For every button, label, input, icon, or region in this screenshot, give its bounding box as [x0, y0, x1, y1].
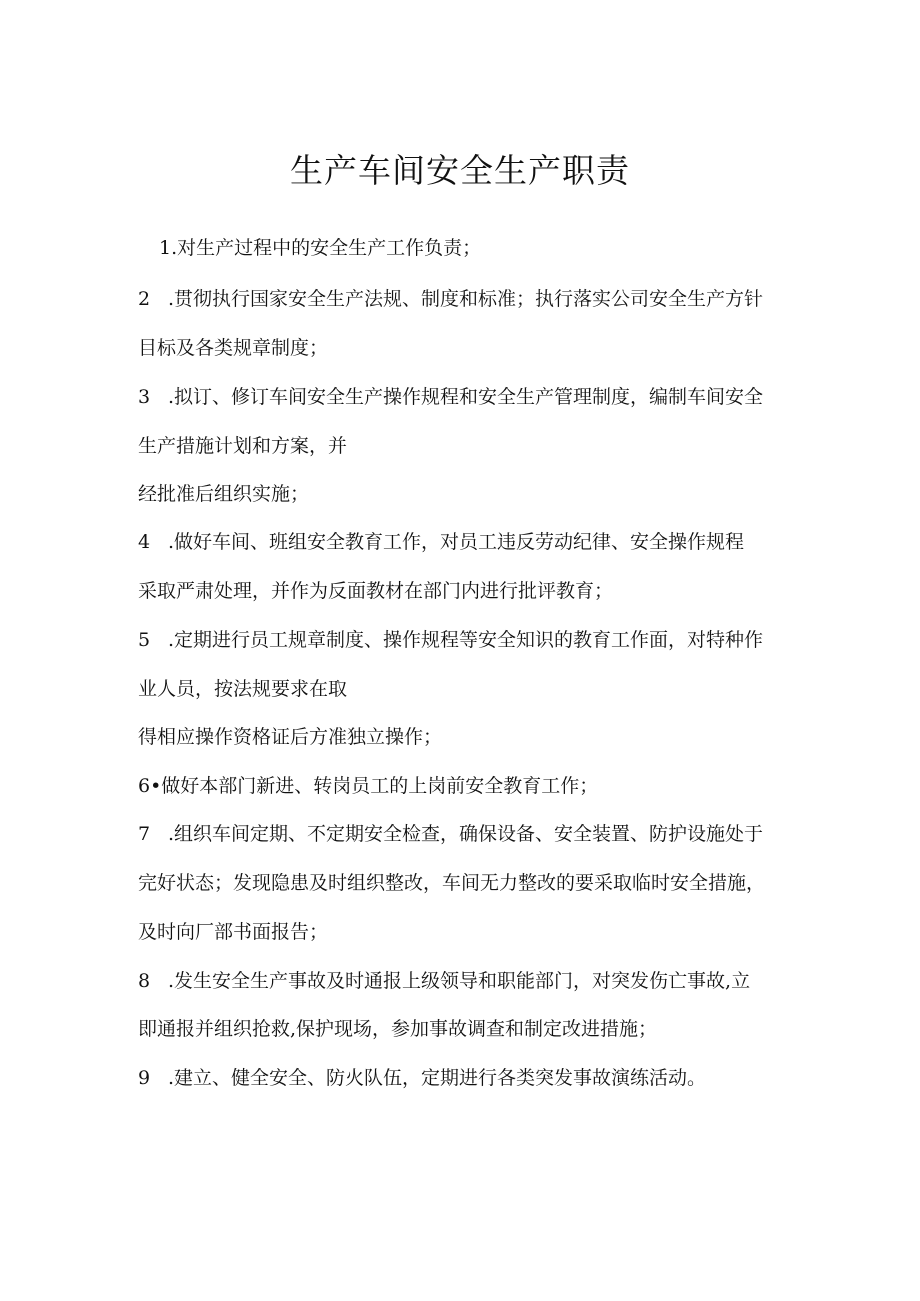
- item-text: .贯彻执行国家安全生产法规、制度和标准；执行落实公司安全生产方针: [168, 288, 764, 310]
- item-number: 5: [138, 629, 151, 651]
- item-3-line-2: [138, 432, 347, 460]
- item-text: 得相应操作资格证后方准独立操作；: [138, 726, 443, 748]
- item-text: 目标及各类规章制度；: [138, 337, 329, 359]
- item-4-line-1: [138, 528, 744, 556]
- item-text: 对生产过程中的安全生产工作负责；: [177, 237, 482, 259]
- item-number: 8: [138, 970, 151, 992]
- item-number: 2: [138, 288, 151, 310]
- item-5-line-1: [138, 626, 763, 654]
- item-5-line-2: [138, 675, 347, 703]
- item-text: 采取严肃处理，并作为反面教材在部门内进行批评教育；: [138, 580, 614, 602]
- item-number: 1.: [159, 237, 178, 259]
- item-2-line-1: [138, 285, 763, 313]
- item-7-line-3: [138, 918, 328, 946]
- item-text: .拟订、修订车间安全生产操作规程和安全生产管理制度，编制车间安全: [168, 386, 764, 408]
- item-number: 6•: [138, 775, 162, 797]
- item-text: 经批准后组织实施；: [138, 483, 310, 505]
- item-number: 7: [138, 823, 151, 845]
- item-2-line-2: [138, 334, 328, 362]
- item-text: 完好状态；发现隐患及时组织整改，车间无力整改的要采取临时安全措施，: [138, 872, 766, 894]
- item-8-line-2: [138, 1015, 657, 1043]
- item-7-line-1: [138, 820, 763, 848]
- item-5-line-3: [138, 723, 442, 751]
- item-1-line-1: [138, 234, 481, 262]
- item-6-line-1: [138, 772, 598, 800]
- item-4-line-2: [138, 577, 613, 605]
- item-text: 生产措施计划和方案，并: [138, 435, 348, 457]
- item-text: .发生安全生产事故及时通报上级领导和职能部门，对突发伤亡事故,立: [168, 970, 751, 992]
- item-text: 业人员，按法规要求在取: [138, 678, 348, 700]
- item-text: .组织车间定期、不定期安全检查，确保设备、安全装置、防护设施处于: [168, 823, 764, 845]
- item-text: 做好本部门新进、转岗员工的上岗前安全教育工作；: [161, 775, 599, 797]
- item-number: 4: [138, 531, 151, 553]
- item-3-line-1: [138, 383, 763, 411]
- item-number: 3: [138, 386, 151, 408]
- item-number: 9: [138, 1067, 151, 1089]
- item-7-line-2: [138, 869, 765, 897]
- item-text: 即通报并组织抢救,保护现场，参加事故调查和制定改进措施；: [138, 1018, 658, 1040]
- item-8-line-1: [138, 967, 750, 995]
- item-text: 及时向厂部书面报告；: [138, 921, 329, 943]
- document-title: 生产车间安全生产职责: [290, 151, 630, 190]
- item-text: .做好车间、班组安全教育工作，对员工违反劳动纪律、安全操作规程: [168, 531, 745, 553]
- item-9-line-1: [138, 1064, 706, 1092]
- item-3-line-3: [138, 480, 309, 508]
- item-text: .建立、健全安全、防火队伍，定期进行各类突发事故演练活动。: [168, 1067, 707, 1089]
- item-text: .定期进行员工规章制度、操作规程等安全知识的教育工作面，对特种作: [168, 629, 764, 651]
